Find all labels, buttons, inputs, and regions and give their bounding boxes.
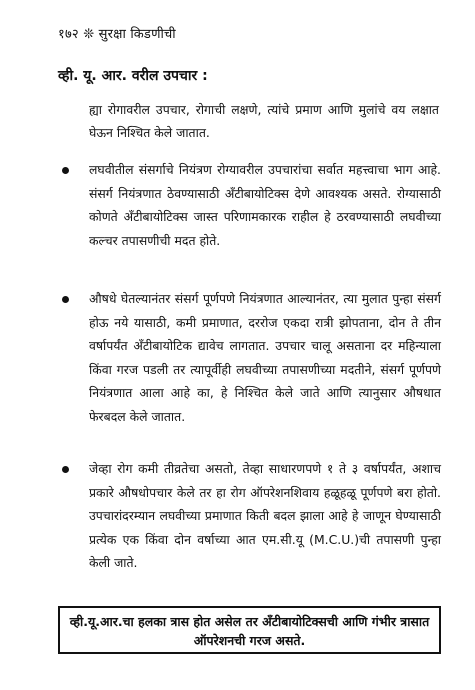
- running-header: १७२ ❊ सुरक्षा किडणीची: [58, 27, 176, 42]
- bullet-dot-icon: [62, 296, 69, 303]
- bullet-text: लघवीतील संसर्गाचे नियंत्रण रोग्यावरील उपचारांचा सर्वात महत्त्वाचा भाग आहे. संसर्ग नियंत्रणात ठेवण्यासाठी ॲंटीबायोटिक्स देणे आवश्यक असते. रोग्यासाठी कोणते ॲंटीबायोटिक्स जास्त परिणामकारक राहील हे ठरवण्यासाठी लघवीच्या कल्चर तपासणीची मदत होते.: [89, 162, 441, 248]
- intro-paragraph: ह्या रोगावरील उपचार, रोगाची लक्षणे, त्यांचे प्रमाण आणि मुलांचे वय लक्षात घेऊन निश्चित केले जातात.: [89, 102, 439, 140]
- section-heading: व्ही. यू. आर. वरील उपचार :: [58, 68, 208, 84]
- bullet-text: जेव्हा रोग कमी तीव्रतेचा असतो, तेव्हा साधारणपणे १ ते ३ वर्षापर्यंत, अशाच प्रकारे औषधोपचार केले तर हा रोग ऑपरेशनशिवाय हळूहळू पूर्णपणे बरा होतो. उपचारांदरम्यान लघवीच्या प्रमाणात किती बदल झाला आहे हे जाणून घेण्यासाठी प्रत्येक एक किंवा दोन वर्षाच्या आत एम.सी.यू (M.C.U.)ची तपासणी पुन्हा केली जाते.: [89, 461, 441, 570]
- bullet-dot-icon: [62, 466, 69, 473]
- summary-note-box: व्ही.यू.आर.चा हलका त्रास होत असेल तर ॲंटीबायोटिक्सची आणि गंभीर त्रासात ऑपरेशनची गरज असते.: [58, 606, 441, 654]
- bullet-text: औषधे घेतल्यानंतर संसर्ग पूर्णपणे नियंत्रणात आल्यानंतर, त्या मुलात पुन्हा संसर्ग होऊ नये यासाठी, कमी प्रमाणात, दररोज एकदा रात्री झोपताना, दोन ते तीन वर्षापर्यंत ॲंटीबायोटिक द्यावेच लागतात. उपचार चालू असताना दर महिन्याला किंवा गरज पडली तर त्यापूर्वीही लघवीच्या तपासणीच्या मदतीने, संसर्ग पूर्णपणे नियंत्रणात आला आहे का, हे निश्चित केले जाते आणि त्यानुसार औषधात फेरबदल केले जातात.: [89, 291, 441, 424]
- bullet-dot-icon: [62, 167, 69, 174]
